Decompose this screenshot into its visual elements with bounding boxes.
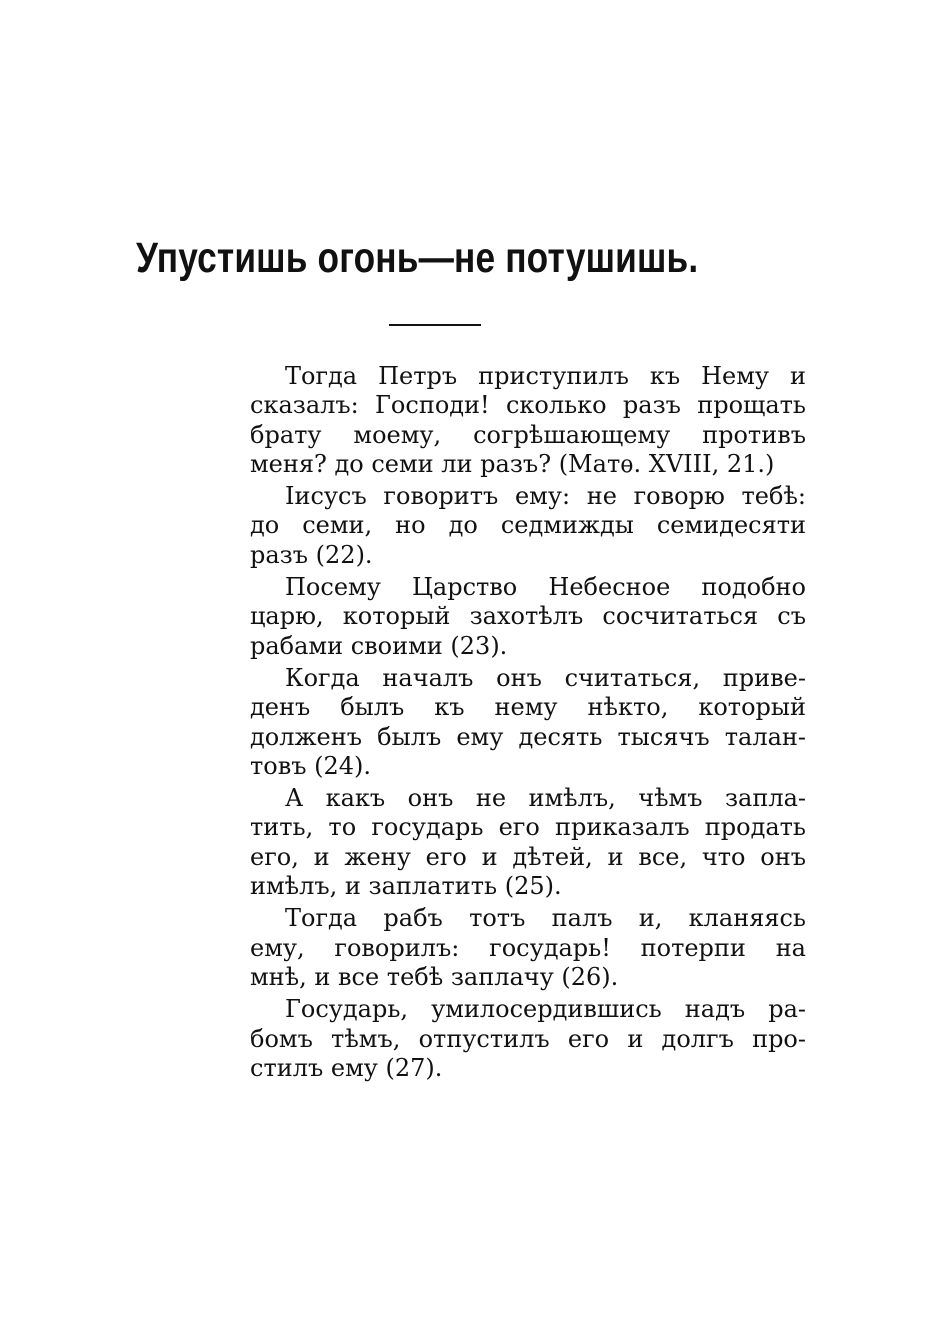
paragraph — [250, 482, 806, 570]
text-line: мнѣ, и все тебѣ заплачу (26). — [250, 962, 619, 991]
text-line: рабами своими (23). — [250, 631, 508, 660]
text-line: Когда началъ онъ считаться, приве- — [285, 663, 806, 692]
text-line: Тогда рабъ тотъ палъ и, кланяясь — [285, 904, 806, 933]
text-line: ему, говорилъ: государь! потерпи на — [250, 933, 806, 962]
text-line: имѣлъ, и заплатить (25). — [250, 872, 562, 901]
text-line: его, и жену его и дѣтей, и все, что онъ — [250, 842, 806, 871]
text-line: Государь, умилосердившись надъ ра- — [285, 995, 806, 1024]
text-line: бомъ тѣмъ, отпустилъ его и долгъ про- — [250, 1024, 806, 1053]
text-line: сказалъ: Господи! сколько разъ прощать — [250, 391, 806, 420]
text-line: Тогда Петръ приступилъ къ Нему и — [285, 362, 806, 390]
text-line: меня? до семи ли разъ? (Матѳ. XVIII, 21.) — [250, 449, 775, 478]
paragraph — [250, 664, 806, 781]
text-line: долженъ былъ ему десять тысячъ талан- — [250, 722, 806, 751]
paragraph — [250, 995, 806, 1083]
text-line: денъ былъ къ нему нѣкто, который — [250, 693, 806, 722]
paragraph — [250, 362, 806, 479]
text-line: разъ (22). — [250, 540, 373, 569]
text-line: Посему Царство Небесное подобно — [285, 573, 806, 602]
page-title: Упустишь огонь—не потушишь. — [136, 234, 699, 282]
text-line: царю, который захотѣлъ сосчитаться съ — [250, 602, 806, 631]
text-line: стилъ ему (27). — [250, 1053, 443, 1082]
text-line: товъ (24). — [250, 751, 372, 780]
paragraph — [250, 784, 806, 901]
text-line: А какъ онъ не имѣлъ, чѣмъ запла- — [285, 784, 806, 813]
text-line: Іисусъ говоритъ ему: не говорю тебѣ: — [285, 482, 806, 511]
text-line: брату моему, согрѣшающему противъ — [250, 420, 806, 449]
paragraph — [250, 904, 806, 992]
scripture-text — [250, 362, 806, 1086]
text-line: тить, то государь его приказалъ продать — [250, 813, 806, 842]
title-divider — [389, 324, 481, 326]
text-line: до семи, но до седмижды семидесяти — [250, 511, 806, 540]
paragraph — [250, 573, 806, 661]
